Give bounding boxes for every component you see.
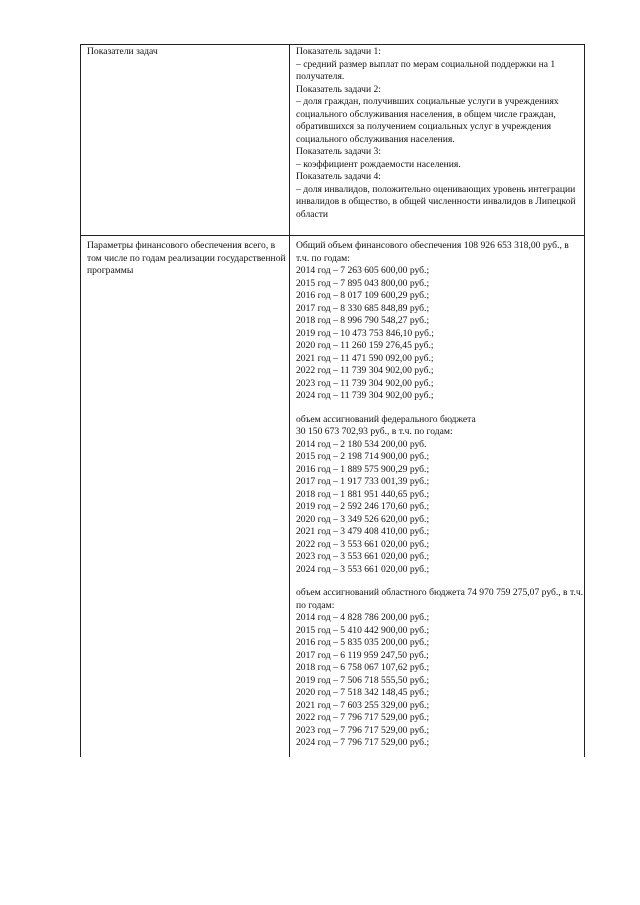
finance-label-cell [81, 236, 290, 758]
total-year: 2021 год – 11 471 590 092,00 руб.; [296, 352, 434, 364]
regional-year: 2018 год – 6 758 067 107,62 руб.; [296, 662, 430, 673]
federal-year: 2019 год – 2 592 246 170,60 руб.; [296, 501, 430, 512]
total-year: 2015 год – 7 895 043 800,00 руб.; [296, 277, 430, 289]
task-3-text: – коэффициент рождаемости населения. [296, 158, 461, 170]
table-row-financing [81, 236, 585, 758]
federal-year: 2021 год – 3 479 408 410,00 руб.; [296, 526, 430, 537]
task-1-title: Показатель задачи 1: [296, 46, 381, 57]
federal-year: 2024 год – 3 553 661 020,00 руб.; [296, 563, 430, 575]
task-3-title: Показатель задачи 3: [296, 146, 381, 157]
program-passport-table [80, 44, 585, 757]
regional-year: 2024 год – 7 796 717 529,00 руб.; [296, 737, 430, 748]
federal-year: 2016 год – 1 889 575 900,29 руб.; [296, 463, 430, 475]
federal-year: 2015 год – 2 198 714 900,00 руб.; [296, 451, 430, 462]
regional-year: 2019 год – 7 506 718 555,50 руб.; [296, 674, 430, 686]
task-4-text: – доля инвалидов, положительно оценивающих уровень интеграции инвалидов в общество, в общей численности инвалидов в Липецкой области [296, 183, 576, 220]
total-year: 2014 год – 7 263 605 600,00 руб.; [296, 265, 430, 276]
federal-heading-line-1: объем ассигнований федерального бюджета [296, 413, 476, 425]
total-year: 2018 год – 8 996 790 548,27 руб.; [296, 315, 430, 326]
total-year: 2017 год – 8 330 685 848,89 руб.; [296, 302, 430, 314]
regional-year: 2017 год – 6 119 959 247,50 руб.; [296, 649, 429, 661]
tasks-label-cell [81, 45, 290, 236]
total-year: 2020 год – 11 260 159 276,45 руб.; [296, 340, 434, 351]
regional-year: 2015 год – 5 410 442 900,00 руб.; [296, 624, 430, 636]
task-1-text: – средний размер выплат по мерам социальной поддержки на 1 получателя. [296, 58, 556, 82]
task-2-title: Показатель задачи 2: [296, 83, 381, 95]
federal-year: 2014 год – 2 180 534 200,00 руб. [296, 438, 427, 450]
regional-year: 2014 год – 4 828 786 200,00 руб.; [296, 612, 430, 623]
regional-heading: объем ассигнований областного бюджета 74 970 759 275,07 руб., в т.ч. по годам: [296, 587, 584, 611]
total-year: 2016 год – 8 017 109 600,29 руб.; [296, 290, 430, 301]
federal-year: 2018 год – 1 881 951 440,65 руб.; [296, 488, 430, 500]
federal-heading-line-2: 30 150 673 702,93 руб., в т.ч. по годам: [296, 426, 453, 437]
finance-label: Параметры финансового обеспечения всего, в том числе по годам реализации государственной программы [87, 240, 286, 276]
table-row-task-indicators [81, 45, 585, 236]
federal-year: 2022 год – 3 553 661 020,00 руб.; [296, 538, 430, 550]
tasks-content-cell [290, 45, 585, 236]
regional-year: 2022 год – 7 796 717 529,00 руб.; [296, 712, 430, 723]
federal-year: 2017 год – 1 917 733 001,39 руб.; [296, 476, 430, 487]
total-year: 2023 год – 11 739 304 902,00 руб.; [296, 377, 434, 389]
regional-year: 2023 год – 7 796 717 529,00 руб.; [296, 724, 430, 736]
regional-year: 2020 год – 7 518 342 148,45 руб.; [296, 687, 430, 698]
total-heading: Общий объем финансового обеспечения 108 926 653 318,00 руб., в т.ч. по годам: [296, 240, 569, 264]
total-year: 2019 год – 10 473 753 846,10 руб.; [296, 327, 434, 339]
finance-content-cell [290, 236, 585, 758]
federal-year: 2020 год – 3 349 526 620,00 руб.; [296, 513, 430, 525]
regional-year: 2016 год – 5 835 035 200,00 руб.; [296, 637, 430, 648]
federal-year: 2023 год – 3 553 661 020,00 руб.; [296, 551, 430, 562]
total-year: 2024 год – 11 739 304 902,00 руб.; [296, 390, 434, 401]
task-2-text: – доля граждан, получивших социальные услуги в учреждениях социального обслуживания населения, в общем числе граждан, обратившихся за получением социальных услуг в учреждения социального обслуживания населения. [296, 96, 559, 145]
task-4-title: Показатель задачи 4: [296, 171, 381, 182]
tasks-label: Показатели задач [87, 46, 158, 57]
total-year: 2022 год – 11 739 304 902,00 руб.; [296, 365, 434, 376]
regional-year: 2021 год – 7 603 255 329,00 руб.; [296, 699, 430, 711]
